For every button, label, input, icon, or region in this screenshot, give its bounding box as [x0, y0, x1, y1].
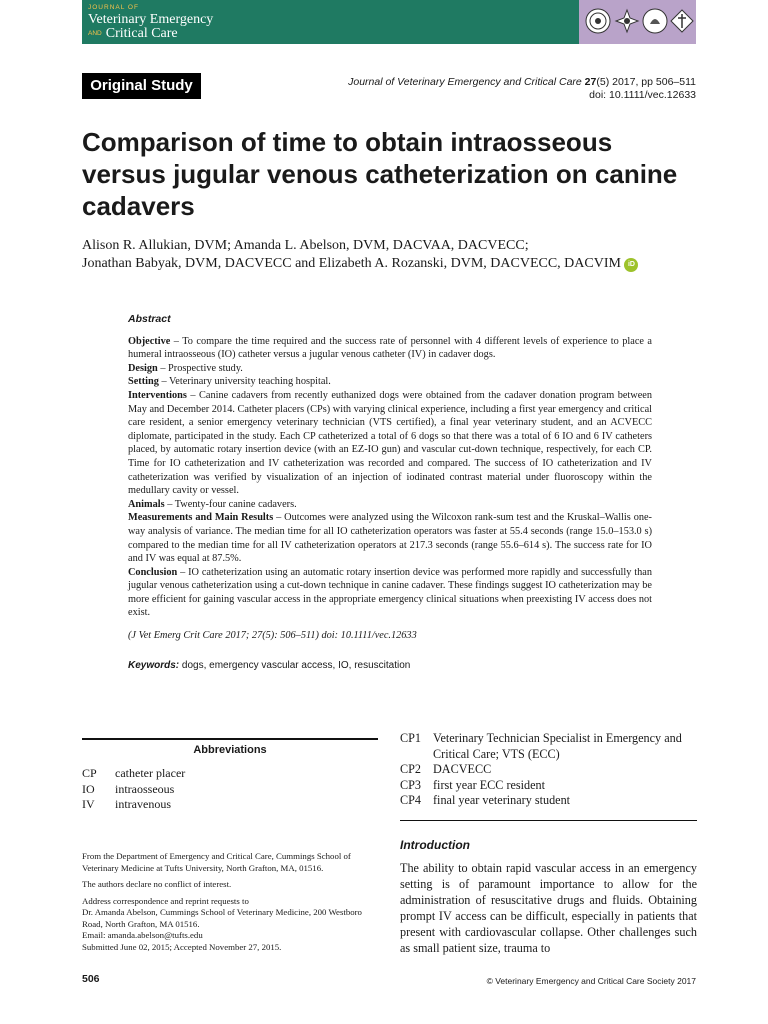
- journal-label-small: JOURNAL OF: [88, 4, 139, 11]
- abbreviation-key: IO: [82, 781, 95, 796]
- citation-issue-pages: (5) 2017, pp 506–511: [596, 76, 696, 88]
- abstract-section: [128, 511, 652, 565]
- abbreviation-value: intraosseous: [115, 781, 175, 796]
- association-seal-icon: [642, 8, 668, 34]
- abbreviation-key: CP: [82, 766, 97, 780]
- journal-and: AND: [88, 30, 102, 37]
- cp-key: CP1: [400, 731, 422, 745]
- abstract-section-label: Animals: [128, 498, 165, 510]
- authors-line-2-text: Jonathan Babyak, DVM, DACVECC and Elizabeth A. Rozanski, DVM, DACVECC, DACVIM: [82, 256, 621, 271]
- abbreviation-key: IV: [82, 797, 95, 811]
- abstract-section: [128, 566, 652, 620]
- journal-citation: [348, 76, 696, 88]
- cp-row: [400, 762, 700, 778]
- correspondence-email[interactable]: Email: amanda.abelson@tufts.edu: [82, 930, 203, 940]
- orcid-icon[interactable]: iD: [624, 258, 638, 272]
- abstract-section: [128, 375, 652, 389]
- abstract-section-text: – Twenty-four canine cadavers.: [164, 498, 297, 510]
- veterinary-emblem-icon: [669, 8, 695, 34]
- abstract-sections: [128, 335, 652, 620]
- abstract: [128, 313, 652, 672]
- page-number: 506: [82, 973, 100, 985]
- abbreviation-row: [82, 782, 185, 798]
- introduction-rule: [400, 820, 697, 821]
- submission-dates: Submitted June 02, 2015; Accepted November 27, 2015.: [82, 941, 282, 952]
- authors-line-1: Alison R. Allukian, DVM; Amanda L. Abelson, DVM, DACVAA, DACVECC;: [82, 238, 529, 253]
- abbreviation-value: intravenous: [115, 797, 171, 811]
- citation-journal: Journal of Veterinary Emergency and Critical Care: [348, 76, 582, 88]
- abstract-section: [128, 335, 652, 362]
- copyright: © Veterinary Emergency and Critical Care Society 2017: [486, 976, 696, 986]
- author-list: [82, 237, 702, 273]
- cp-value: Veterinary Technician Specialist in Emergency and Critical Care; VTS (ECC): [433, 731, 682, 761]
- cp-key: CP4: [400, 793, 422, 807]
- abbreviation-value: catheter placer: [115, 766, 186, 780]
- abbreviations-title: Abbreviations: [193, 744, 267, 756]
- cp-value: DACVECC: [433, 762, 492, 776]
- abstract-section-text: – Canine cadavers from recently euthanized dogs were obtained from the cadaver donation program between May and December 2014. Catheter placers (CPs) with varying clinical experience, including a first year emergency and critical care resident, a senior emergency veterinary technician (VTS certified), a final year veterinary student, and an ACVECC diplomate, participated in the study. Each CP catheterized a total of 6 dogs so that there was a total of 6 IO and 6 IV catheters placed, by automatic rotary insertion device (with an EZ-IO gun) and vascular cut-down technique, respectively, for each CP. Time for IO catheterization and IV catheterization was recorded and compared. The success of IO catheterization and IV catheterization was verified by visualization of an injection of iodinated contrast material under fluoroscopy within the medullary cavity or vessel.: [128, 389, 652, 497]
- cp-value: final year veterinary student: [433, 793, 571, 807]
- doi: doi: 10.1111/vec.12633: [589, 89, 696, 101]
- abstract-section-text: – Prospective study.: [157, 362, 243, 374]
- authors-line-2: [82, 255, 702, 273]
- keywords-label: Keywords:: [128, 659, 180, 671]
- abstract-section-label: Interventions: [128, 389, 187, 401]
- cp-row: [400, 793, 700, 809]
- correspondence-intro: Address correspondence and reprint requests to: [82, 895, 249, 906]
- affiliation-from: From the Department of Emergency and Critical Care, Cummings School of Veterinary Medicine at Tufts University, North Grafton, MA, 01516.: [82, 851, 351, 873]
- abstract-section-text: – To compare the time required and the success rate of personnel with 4 different levels of experience to place a humeral intraosseous (IO) catheter versus a jugular venous catheter (IV) in cadaver dogs.: [128, 335, 652, 361]
- cp-key: CP2: [400, 762, 422, 776]
- correspondence-address: Dr. Amanda Abelson, Cummings School of Veterinary Medicine, 200 Westboro Road, North Grafton, MA 01516.: [82, 907, 362, 929]
- keywords: [128, 659, 652, 673]
- abstract-section-text: – IO catheterization using an automatic rotary insertion device was performed more rapidly and successfully than jugular venous catheterization using a cut-down technique in canine cadaver. These findings suggest IO catheterization may be more efficient for gaining vascular access in the appropriate emergency clinical situations when preexisting IV access does not exist.: [128, 566, 652, 619]
- abbreviations-list: [82, 766, 185, 813]
- college-emblem-icon: [614, 8, 640, 34]
- citation-volume: 27: [584, 76, 597, 88]
- cp-value: first year ECC resident: [433, 777, 546, 792]
- society-seal-icon: [585, 8, 611, 34]
- introduction-heading: Introduction: [400, 838, 470, 852]
- abbreviations-rule: [82, 738, 378, 740]
- keywords-list: dogs, emergency vascular access, IO, resuscitation: [179, 659, 411, 671]
- catheter-placer-list: [400, 731, 700, 809]
- cp-key: CP3: [400, 777, 422, 792]
- journal-name-line2-text: Critical Care: [105, 26, 178, 41]
- affiliation-notes: [82, 851, 382, 953]
- journal-name-line2: [88, 26, 178, 42]
- abstract-section: [128, 498, 652, 512]
- abstract-section-label: Measurements and Main Results: [128, 512, 274, 524]
- abstract-section: [128, 362, 652, 376]
- abstract-heading: Abstract: [128, 313, 171, 325]
- abstract-section-text: – Veterinary university teaching hospital.: [158, 376, 331, 388]
- abstract-section-text: – Outcomes were analyzed using the Wilcoxon rank-sum test and the Kruskal–Wallis one-way analysis of variance. The median time for all IO catheterization operators was faster at 55.4 seconds (range 15.0–153.0 s) compared to the median time for all IV catheterization operators at 217.3 seconds (range 55.6–614 s). The success rate for IO and IV was equal at 87.5%.: [128, 512, 652, 565]
- abstract-section-label: Conclusion: [128, 566, 178, 578]
- abbreviation-row: [82, 766, 185, 782]
- article-title: Comparison of time to obtain intraosseous versus jugular venous catheterization on canine cadavers: [82, 127, 678, 221]
- conflict-statement: The authors declare no conflict of interest.: [82, 879, 232, 889]
- abstract-section-label: Objective: [128, 335, 171, 347]
- abstract-section-label: Setting: [128, 376, 159, 388]
- society-logos-panel: [579, 0, 696, 44]
- introduction-body: The ability to obtain rapid vascular access in an emergency setting is of paramount importance to allow for the administration of resuscitative drugs and fluids. Obtaining prompt IV access can be difficult, especially in patients that present with cardiovascular collapse. Other challenges such as small patient size, trauma to: [400, 861, 697, 956]
- article-type-badge: Original Study: [82, 73, 201, 99]
- cp-row: [400, 778, 700, 794]
- cp-row: [400, 731, 700, 762]
- journal-name-line1: Veterinary Emergency: [88, 12, 214, 27]
- abstract-citation: (J Vet Emerg Crit Care 2017; 27(5): 506–511) doi: 10.1111/vec.12633: [128, 630, 417, 642]
- abstract-section-label: Design: [128, 362, 158, 374]
- abstract-section: [128, 389, 652, 498]
- abbreviation-row: [82, 797, 185, 813]
